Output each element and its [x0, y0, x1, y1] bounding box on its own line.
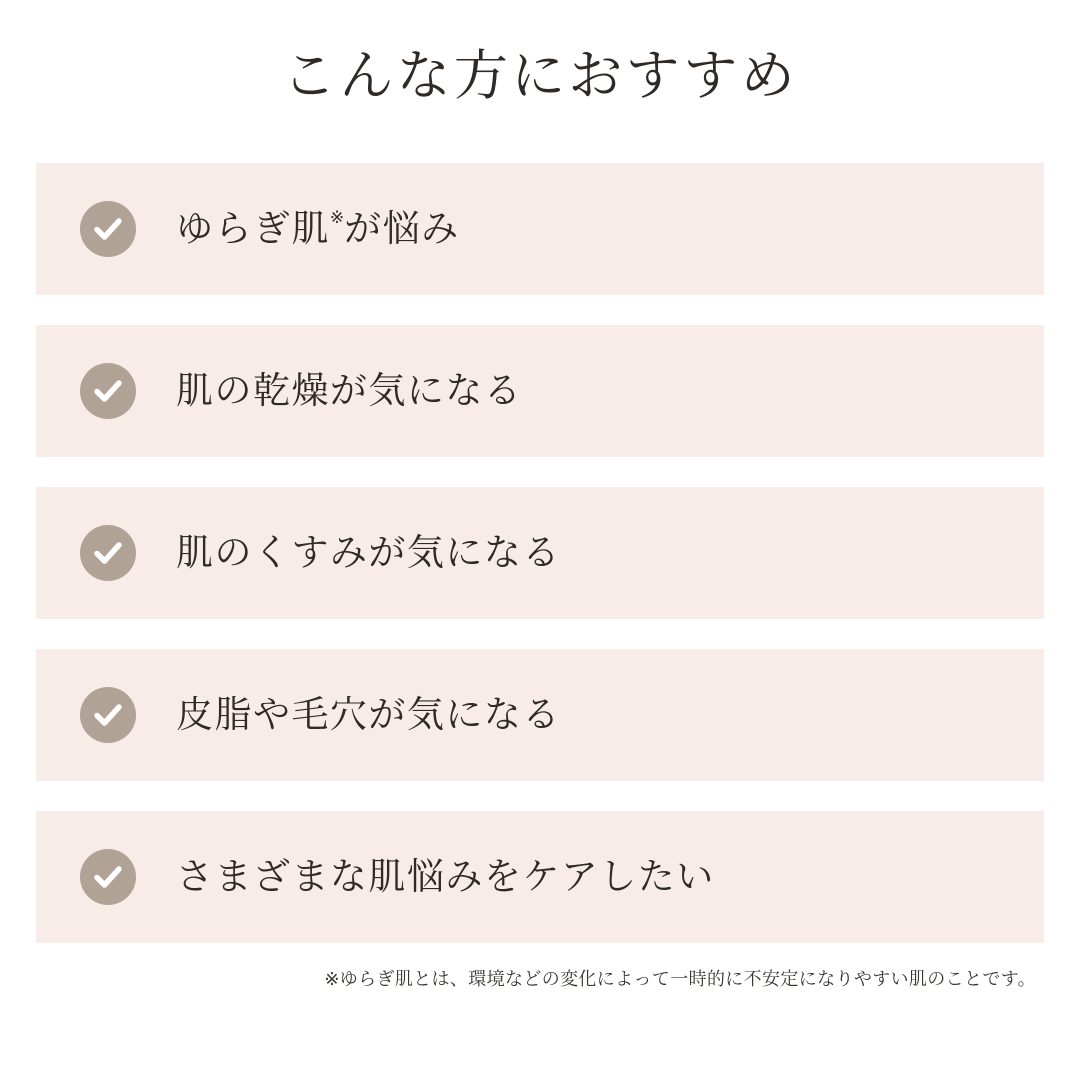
check-circle-icon	[80, 849, 136, 905]
list-item-label	[176, 369, 522, 413]
list-item-label	[176, 855, 715, 899]
benefit-list	[0, 163, 1080, 943]
footnote: ※ゆらぎ肌とは、環境などの変化によって一時的に不安定になりやすい肌のことです。	[324, 968, 1036, 989]
list-item-label-tail: が悩み	[344, 207, 460, 249]
list-item	[36, 811, 1044, 943]
check-circle-icon	[80, 201, 136, 257]
list-item-label-sup: ※	[329, 207, 345, 227]
list-item	[36, 325, 1044, 457]
list-item-label-text: 肌のくすみが気になる	[176, 531, 561, 573]
list-item-label-text: 肌の乾燥が気になる	[176, 369, 523, 411]
list-item-label-text: さまざまな肌悩みをケアしたい	[176, 855, 715, 897]
page-title: こんな方におすすめ	[282, 46, 798, 106]
list-item-label-text: ゆらぎ肌	[176, 207, 330, 249]
list-item-label	[176, 693, 561, 737]
list-item-label	[176, 207, 460, 251]
list-item	[36, 163, 1044, 295]
check-circle-icon	[80, 363, 136, 419]
list-item	[36, 649, 1044, 781]
check-circle-icon	[80, 687, 136, 743]
list-item	[36, 487, 1044, 619]
list-item-label	[176, 531, 561, 575]
list-item-label-text: 皮脂や毛穴が気になる	[176, 693, 561, 735]
check-circle-icon	[80, 525, 136, 581]
